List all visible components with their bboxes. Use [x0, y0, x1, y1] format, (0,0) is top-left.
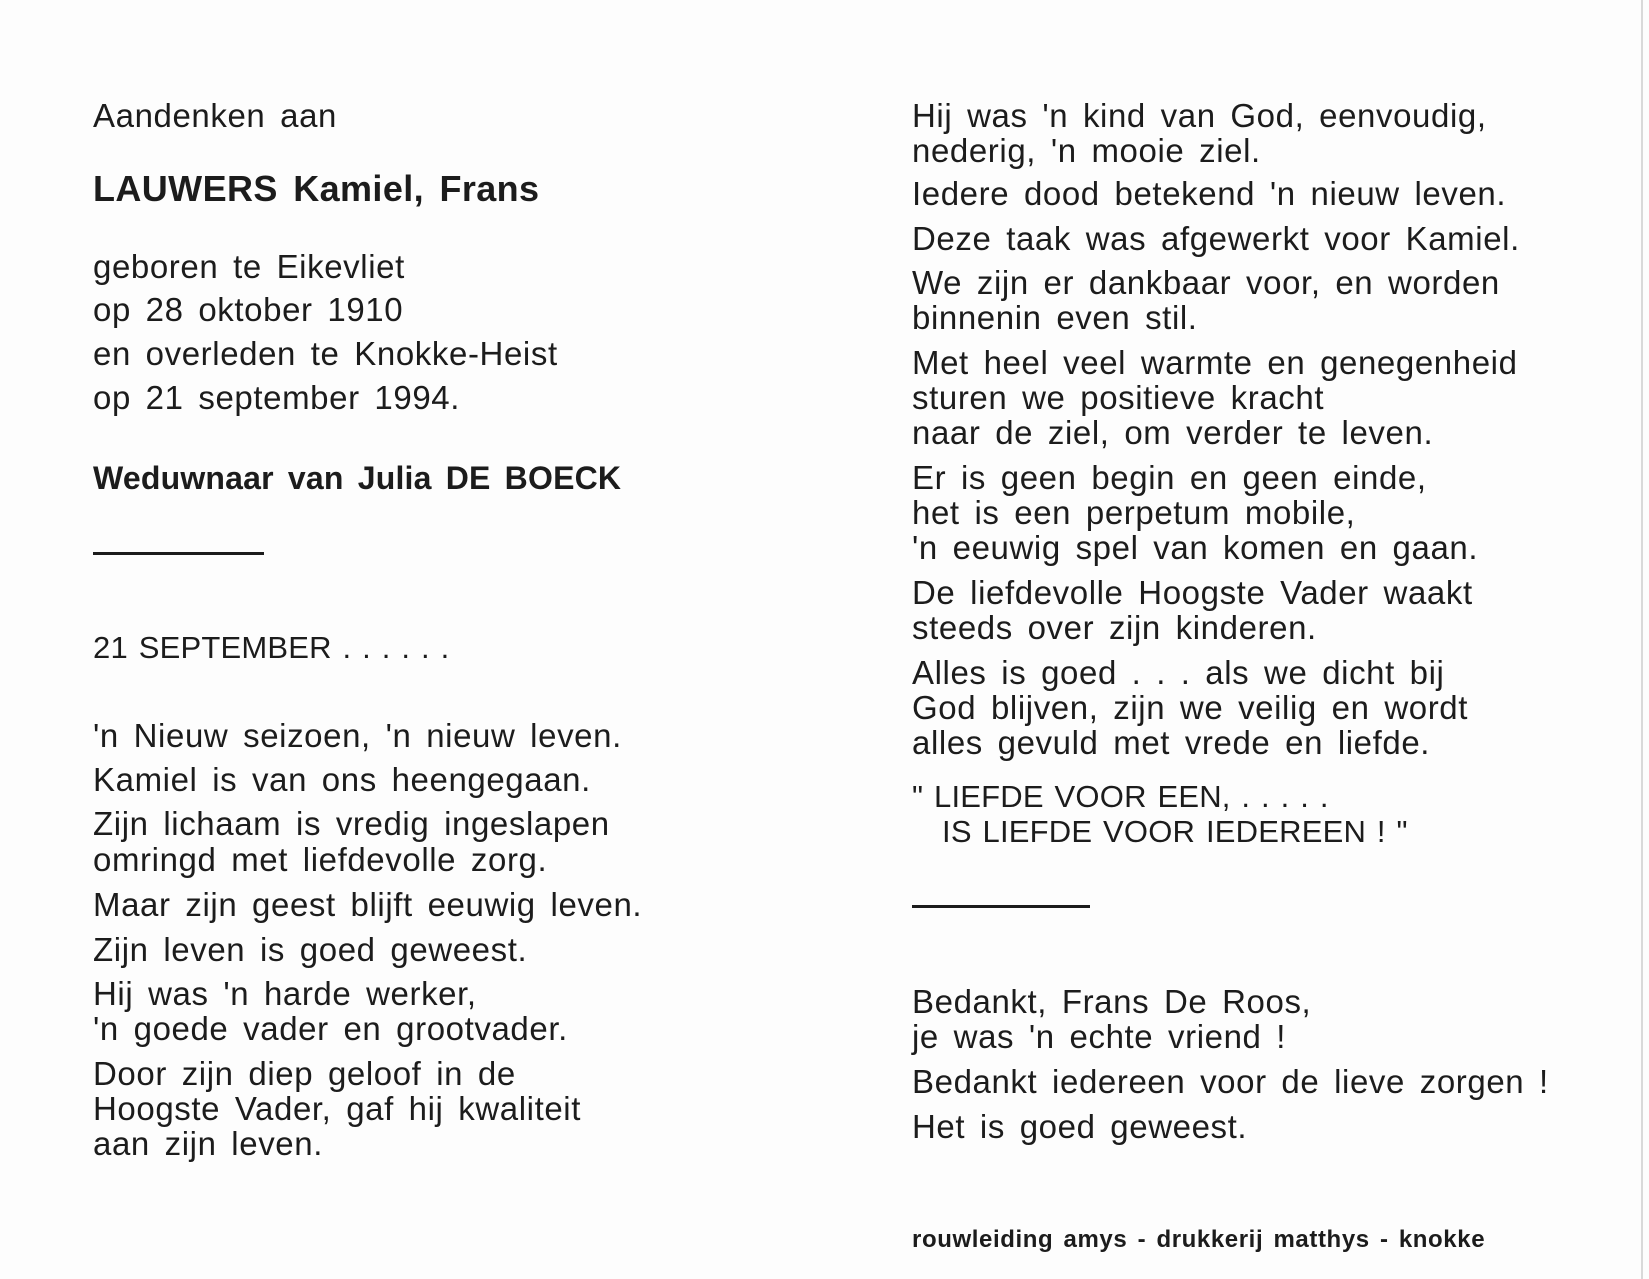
poem-line: binnenin even stil.: [912, 299, 1198, 336]
poem-line: aan zijn leven.: [93, 1125, 323, 1162]
deceased-name: LAUWERS Kamiel, Frans: [93, 168, 540, 209]
poem-line: 'n goede vader en grootvader.: [93, 1010, 568, 1047]
poem-line: Maar zijn geest blijft eeuwig leven.: [93, 886, 643, 923]
death-date: op 21 september 1994.: [93, 379, 461, 416]
thanks-line: je was 'n echte vriend !: [912, 1018, 1287, 1055]
quote-line: IS LIEFDE VOOR IEDEREEN ! ": [942, 814, 1408, 849]
printer-credit: rouwleiding amys - drukkerij matthys - knokke: [912, 1226, 1486, 1253]
poem-line: naar de ziel, om verder te leven.: [912, 414, 1434, 451]
birth-place: geboren te Eikevliet: [93, 248, 405, 285]
poem-line: steeds over zijn kinderen.: [912, 609, 1317, 646]
thanks-line: Het is goed geweest.: [912, 1108, 1248, 1145]
spouse-line: Weduwnaar van Julia DE BOECK: [93, 460, 622, 496]
poem-line: nederig, 'n mooie ziel.: [912, 132, 1261, 169]
poem-line: Er is geen begin en geen einde,: [912, 459, 1427, 496]
poem-line: Door zijn diep geloof in de: [93, 1055, 516, 1092]
poem-line: De liefdevolle Hoogste Vader waakt: [912, 574, 1473, 611]
poem-line: Kamiel is van ons heengegaan.: [93, 761, 591, 798]
poem-title: 21 SEPTEMBER . . . . . .: [93, 630, 450, 665]
poem-line: Zijn lichaam is vredig ingeslapen: [93, 805, 610, 842]
quote-line: " LIEFDE VOOR EEN, . . . . .: [912, 779, 1329, 814]
poem-line: Hij was 'n kind van God, eenvoudig,: [912, 97, 1487, 134]
poem-line: het is een perpetum mobile,: [912, 494, 1356, 531]
death-place: en overleden te Knokke-Heist: [93, 335, 558, 372]
poem-line: Met heel veel warmte en genegenheid: [912, 344, 1518, 381]
poem-line: omringd met liefdevolle zorg.: [93, 841, 548, 878]
poem-line: Deze taak was afgewerkt voor Kamiel.: [912, 220, 1520, 257]
intro-text: Aandenken aan: [93, 97, 338, 134]
poem-line: Iedere dood betekend 'n nieuw leven.: [912, 175, 1507, 212]
poem-line: alles gevuld met vrede en liefde.: [912, 724, 1431, 761]
poem-line: 'n Nieuw seizoen, 'n nieuw leven.: [93, 717, 622, 754]
poem-line: sturen we positieve kracht: [912, 379, 1325, 416]
divider: [93, 552, 264, 555]
poem-line: Zijn leven is goed geweest.: [93, 931, 528, 968]
poem-line: 'n eeuwig spel van komen en gaan.: [912, 529, 1479, 566]
thanks-line: Bedankt, Frans De Roos,: [912, 983, 1312, 1020]
poem-line: Hoogste Vader, gaf hij kwaliteit: [93, 1090, 582, 1127]
poem-line: Hij was 'n harde werker,: [93, 975, 477, 1012]
divider: [912, 905, 1090, 908]
card-edge: [1641, 0, 1643, 1279]
thanks-line: Bedankt iedereen voor de lieve zorgen !: [912, 1063, 1549, 1100]
poem-line: Alles is goed . . . als we dicht bij: [912, 654, 1445, 691]
poem-line: We zijn er dankbaar voor, en worden: [912, 264, 1500, 301]
poem-line: God blijven, zijn we veilig en wordt: [912, 689, 1469, 726]
birth-date: op 28 oktober 1910: [93, 291, 404, 328]
